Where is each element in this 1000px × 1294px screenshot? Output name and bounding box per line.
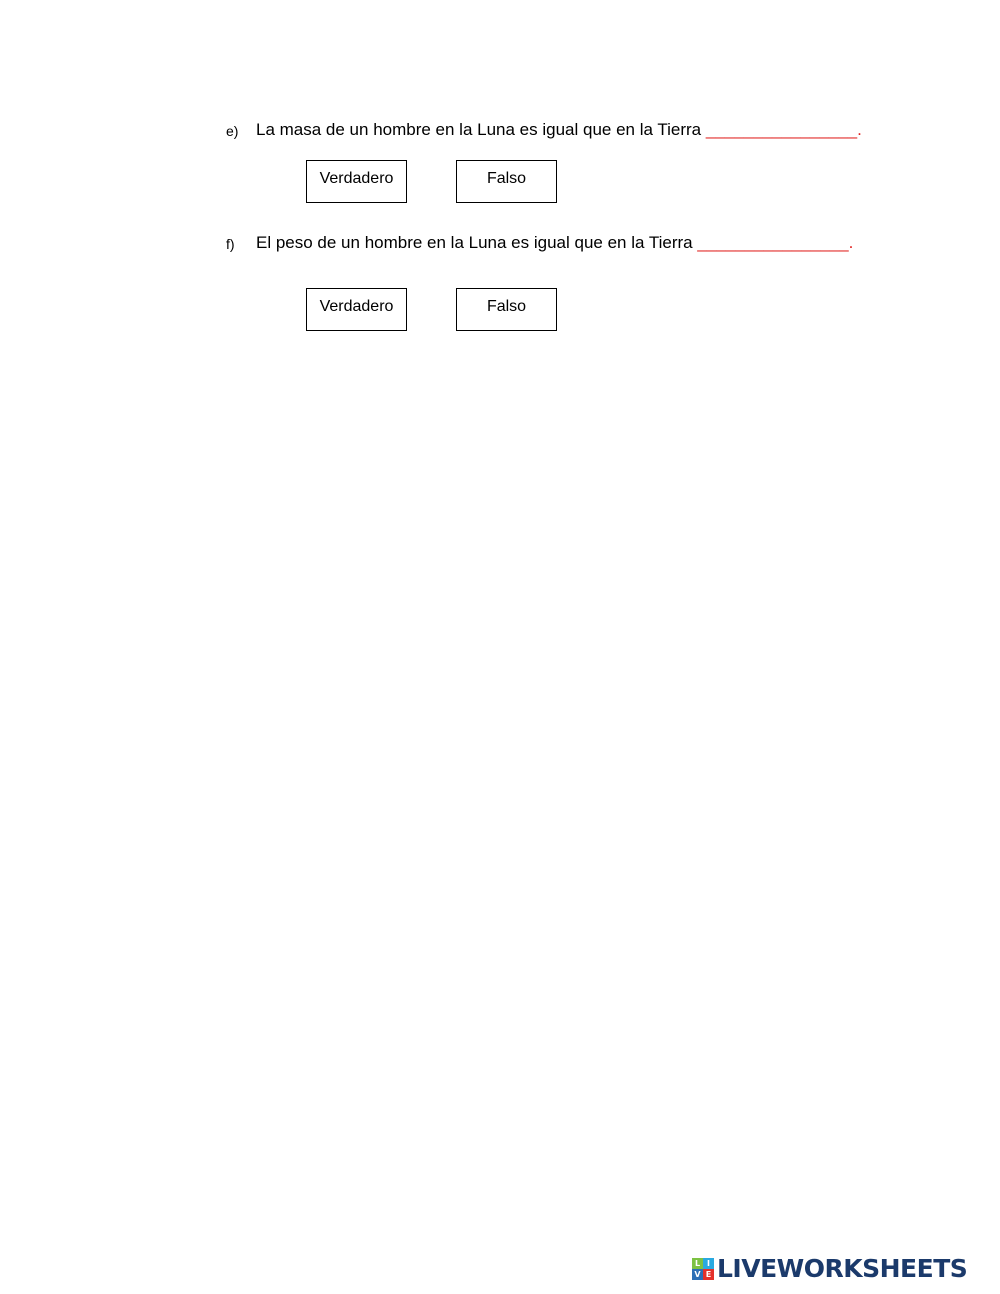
logo-text: LIVEWORKSHEETS [717,1254,968,1283]
question-e [226,118,866,142]
answer-blank[interactable]: ________________. [697,233,854,252]
option-verdadero-button[interactable]: Verdadero [306,160,407,203]
question-statement: El peso de un hombre en la Luna es igual que en la Tierra [256,233,698,252]
logo-icon-letter: E [703,1269,714,1280]
liveworksheets-logo [692,1256,967,1282]
option-falso-button[interactable]: Falso [456,288,557,331]
question-text [256,231,853,255]
question-letter: e) [226,123,239,139]
answer-blank[interactable]: ________________. [705,120,862,139]
logo-icon-letter: I [703,1258,714,1269]
logo-icon-letter: V [692,1269,703,1280]
option-verdadero-button[interactable]: Verdadero [306,288,407,331]
liveworksheets-logo-icon [692,1258,714,1280]
question-text [256,118,862,142]
question-letter: f) [226,236,235,252]
logo-icon-letter: L [692,1258,703,1269]
option-falso-button[interactable]: Falso [456,160,557,203]
question-statement: La masa de un hombre en la Luna es igual que en la Tierra [256,120,706,139]
question-f [226,231,866,255]
